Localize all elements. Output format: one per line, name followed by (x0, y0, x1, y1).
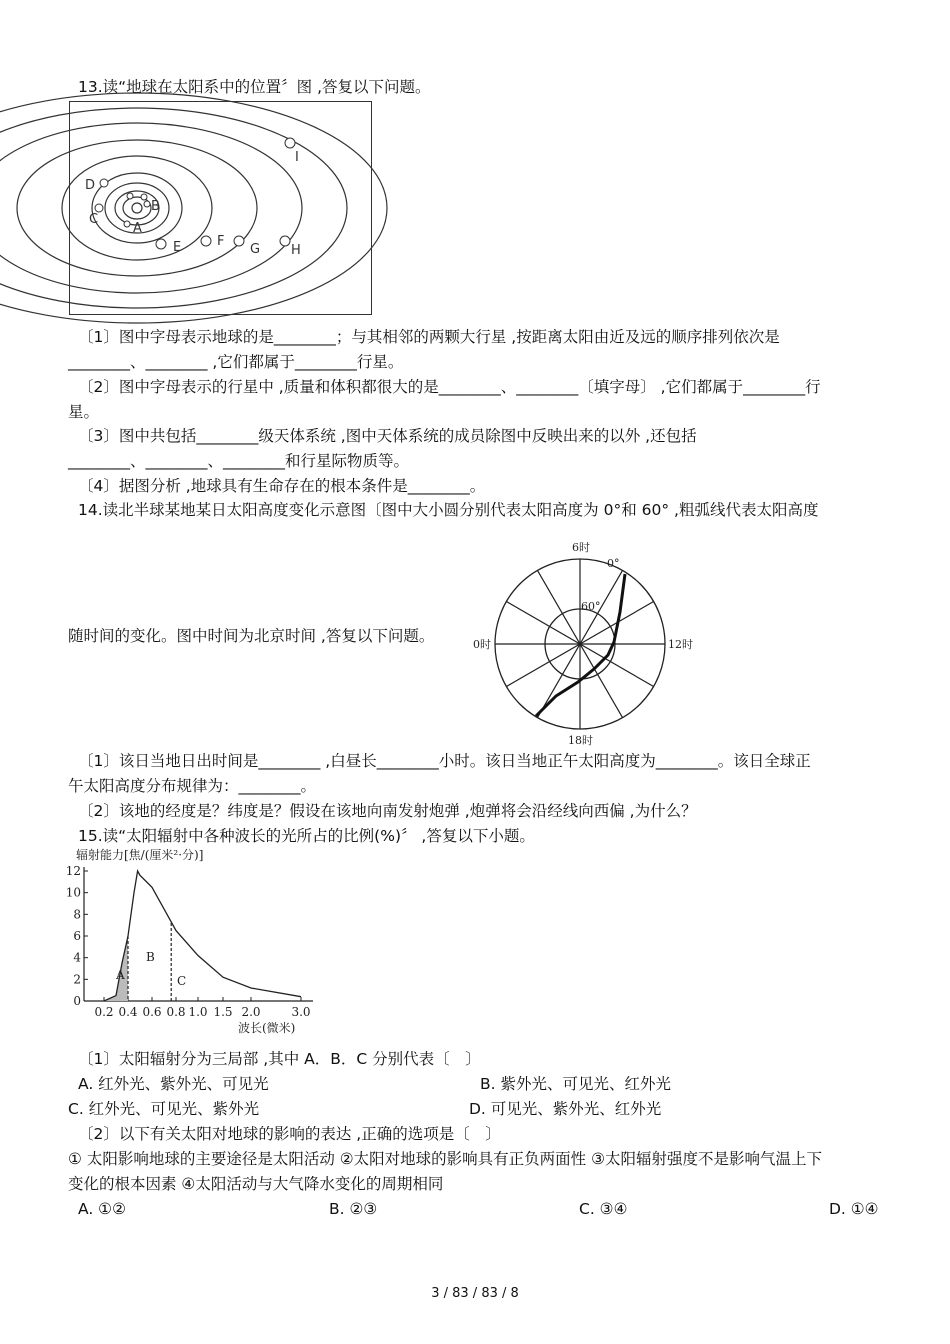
q15-sub2-option-B[interactable]: B. ②③ (329, 1200, 378, 1218)
q13-part2-line1: 〔2〕图中字母表示的行星中 ,质量和体积都很大的是________、________〔填字母〕 ,它们都属于________行 (78, 378, 821, 396)
x-tick-label: 0.2 (94, 1005, 114, 1019)
planet-label-E: E (173, 240, 182, 255)
q15-sub1-question: 〔1〕太阳辐射分为三局部 ,其中 A．B．C 分别代表〔 〕 (78, 1050, 481, 1068)
q13-part3-line1: 〔3〕图中共包括________级天体系统 ,图中天体系统的成员除图中反映出来的以外 ,还包括 (78, 427, 697, 445)
radiation-curve (104, 871, 301, 1001)
q15-sub2-option-D[interactable]: D. ①④ (829, 1200, 879, 1218)
y-tick-label: 6 (73, 929, 81, 943)
q13-part4: 〔4〕据图分析 ,地球具有生命存在的根本条件是________。 (78, 477, 486, 495)
q14-part2: 〔2〕该地的经度是？纬度是？假设在该地向南发射炮弹 ,炮弹将会沿经线向西偏 ,为什么？ (78, 802, 697, 820)
y-tick-label: 0 (73, 994, 81, 1008)
chart-ylabel: 辐射能力[焦/(厘米²·分)] (76, 848, 204, 862)
q14-title-cont: 随时间的变化。图中时间为北京时间 ,答复以下问题。 (68, 627, 435, 645)
dial-label-0h: 0时 (473, 638, 491, 651)
region-label-C: C (177, 974, 187, 988)
dial-label-18h: 18时 (568, 734, 593, 747)
planet-label-D: D (85, 178, 96, 193)
q15-sub2-question: 〔2〕以下有关太阳对地球的影响的表达 ,正确的选项是〔 〕 (78, 1125, 501, 1143)
x-tick-label: 0.8 (166, 1005, 186, 1019)
radiation-chart (65, 845, 323, 1037)
y-tick-label: 10 (65, 885, 81, 900)
planet-label-I: I (295, 150, 299, 165)
planet-label-A: A (133, 221, 142, 236)
q13-part3-line2: ________、________、________和行星际物质等。 (68, 452, 410, 470)
x-tick-label: 0.6 (142, 1005, 162, 1019)
q14-part1-line2: 午太阳高度分布规律为：________。 (68, 777, 317, 795)
q14-title: 14.读北半球某地某日太阳高度变化示意图〔图中大小圆分别代表太阳高度为 0°和 60° ,粗弧线代表太阳高度 (78, 501, 819, 519)
q15-sub1-option-A[interactable]: A. 红外光、紫外光、可见光 (78, 1075, 269, 1093)
q13-part1-line1: 〔1〕图中字母表示地球的是________；与其相邻的两颗大行星 ,按距离太阳由近及远的顺序排列依次是 (78, 328, 780, 346)
x-tick-label: 1.5 (213, 1005, 233, 1019)
q15-sub2-statements-line1: ① 太阳影响地球的主要途径是太阳活动 ②太阳对地球的影响具有正负两面性 ③太阳辐射强度不是影响气温上下 (68, 1150, 822, 1168)
y-tick-label: 8 (73, 907, 81, 922)
q13-part1-line2: ________、________ ,它们都属于________行星。 (68, 353, 404, 371)
planet-label-B: B (151, 199, 160, 214)
q15-sub1-option-D[interactable]: D. 可见光、紫外光、红外光 (469, 1100, 662, 1118)
q15-sub2-statements-line2: 变化的根本因素 ④太阳活动与大气降水变化的周期相同 (68, 1175, 444, 1193)
solar-system-figure (69, 101, 373, 316)
y-tick-label: 12 (65, 864, 81, 878)
y-tick-label: 2 (73, 972, 81, 987)
q15-sub2-option-A[interactable]: A. ①② (78, 1200, 126, 1218)
region-label-A: A (116, 968, 125, 982)
q14-part1-line1: 〔1〕该日当地日出时间是________ ,白昼长________小时。该日当地正午太阳高度为________。该日全球正 (78, 752, 811, 770)
sun-icon (132, 203, 142, 213)
dial-label-6h: 6时 (572, 541, 590, 554)
planet-label-H: H (291, 243, 301, 258)
x-tick-label: 2.0 (241, 1005, 261, 1019)
planet-label-G: G (250, 242, 261, 257)
q15-sub1-option-B[interactable]: B. 紫外光、可见光、红外光 (480, 1075, 671, 1093)
x-tick-label: 1.0 (188, 1005, 208, 1019)
x-tick-label: 0.4 (118, 1005, 138, 1019)
q13-title: 13.读“地球在太阳系中的位置〞图 ,答复以下问题。 (78, 78, 431, 96)
q13-part2-line2: 星。 (68, 403, 100, 421)
sun-altitude-dial (468, 537, 708, 749)
dial-label-12h: 12时 (668, 638, 693, 651)
x-tick-label: 3.0 (291, 1005, 311, 1019)
q15-sub2-option-C[interactable]: C. ③④ (579, 1200, 628, 1218)
region-label-B: B (146, 950, 155, 964)
dial-label-0deg: 0° (607, 557, 620, 570)
q15-sub1-option-C[interactable]: C. 红外光、可见光、紫外光 (68, 1100, 260, 1118)
y-tick-label: 4 (73, 950, 81, 965)
planet-label-C: C (89, 212, 99, 227)
chart-xlabel: 波长(微米) (238, 1021, 296, 1035)
page-footer: 3 / 83 / 83 / 8 (431, 1286, 519, 1301)
planet-label-F: F (217, 234, 225, 249)
q15-title: 15.读“太阳辐射中各种波长的光所占的比例(%)〞 ,答复以下小题。 (78, 827, 535, 845)
dial-label-60deg: 60° (581, 600, 601, 613)
